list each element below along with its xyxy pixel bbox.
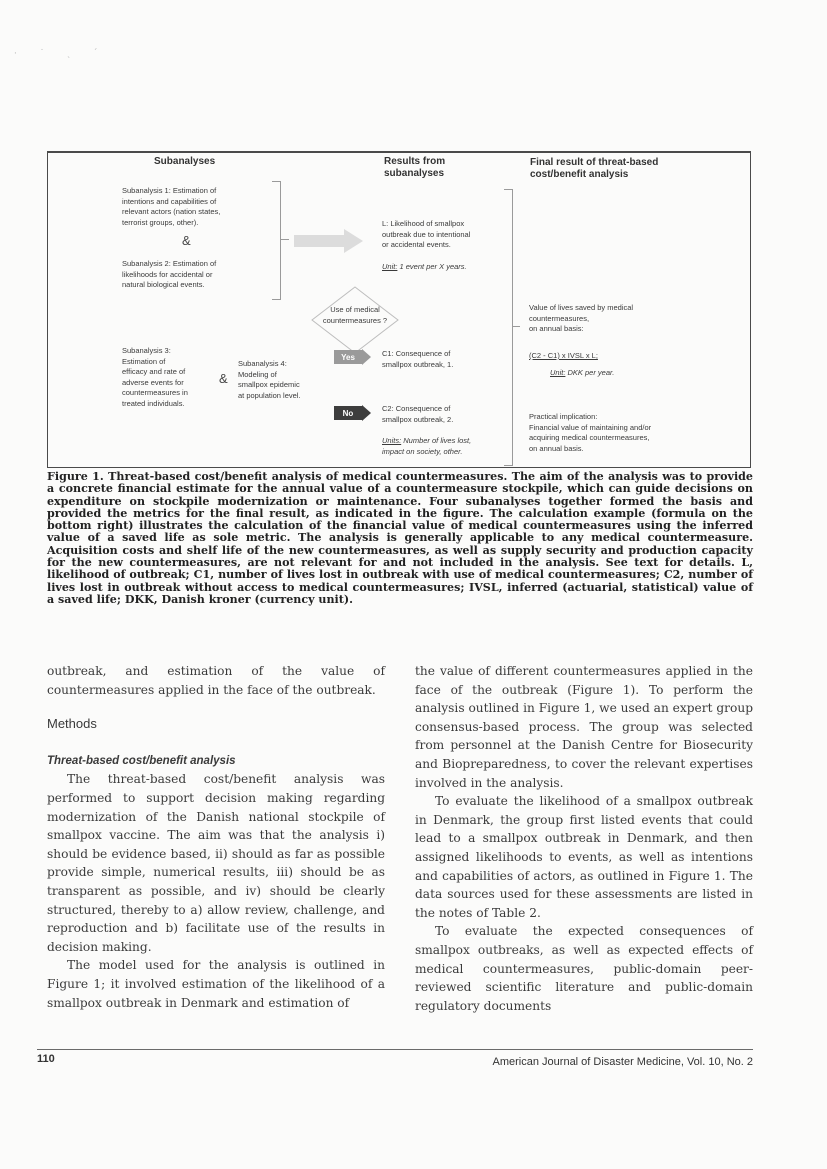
right-paragraph-2: To evaluate the likelihood of a smallpox outbreak in Denmark, the group first listed events that could lead to a smallpox outbreak in Denmark, and then assigned likelihoods to events, as well as intentions and capabilities of actors, as outlined in Figure 1. The data sources used for these assessments are listed in the notes of Table 2. [415,794,753,920]
header-subanalyses: Subanalyses [154,156,216,167]
yes-label: Yes [341,352,355,362]
consequence-c1: C1: Consequence of smallpox outbreak, 1. [382,349,454,369]
left-paragraph-2: The model used for the analysis is outlined in Figure 1; it involved estimation of the likelihood of a smallpox outbreak in Denmark and estimation of [47,958,385,1010]
left-paragraph-1: The threat-based cost/benefit analysis was performed to support decision making regarding modernization of the Danish national stockpile of smallpox vaccine. The aim was that the analysis i) should be evidence based, ii) should as far as possible provide simple, numerical results, iii) should be as transparent as possible, and iv) should be clearly structured, thereby to a) allow review, challenge, and reproduction and b) facilitate use of the results in decision making. [47,772,385,954]
arrow-to-likelihood [294,229,364,253]
page-number: 110 [37,1053,55,1065]
figure-1 [47,151,751,468]
figure-caption: Figure 1. Threat-based cost/benefit analysis of medical countermeasures. The aim of the analysis was to provide a concrete financial estimate for the annual value of a countermeasure stockpile, which can guide decisions on expenditure on stockpile modernization or maintenance. Four subanalyses together formed the basis and provided the metrics for the final result, as indicated in the figure. The calculation example (formula on the bottom right) illustrates the calculation of the financial value of medical countermeasures using the inferred value of a saved life as sole metric. The analysis is generally applicable to any medical countermeasure. Acquisition costs and shelf life of the new countermeasures, as well as supply security and production capacity for the new countermeasures, are not relevant for and not included in the analysis. See text for details. L, likelihood of outbreak; C1, number of lives lost in outbreak with use of medical countermeasures; C2, number of lives lost in outbreak without access to medical countermeasures; IVSL, inferred (actuarial, statistical) value of a saved life; DKK, Danish kroner (currency unit). [47,470,753,606]
decision-text: Use of medical countermeasures ? [322,305,388,325]
subanalysis-4: Subanalysis 4: Modeling of smallpox epidemic at population level. [238,359,301,400]
ampersand-2: & [219,371,228,386]
bracket-stem [280,239,289,240]
likelihood-text: L: Likelihood of smallpox outbreak due to intentional or accidental events. [382,219,471,249]
left-paragraph-0: outbreak, and estimation of the value of countermeasures applied in the face of the outbreak. [47,664,385,697]
right-column [415,662,753,1015]
left-column [47,662,385,1012]
right-paragraph-3: To evaluate the expected consequences of smallpox outbreaks, as well as expected effects of medical countermeasures, public-domain peer-reviewed scientific literature and public-domain regulatory documents [415,924,753,1013]
no-label: No [342,408,354,418]
journal-citation: American Journal of Disaster Medicine, Vol. 10, No. 2 [492,1056,753,1068]
practical-implication: Practical implication: Financial value of maintaining and/or acquiring medical countermeasures, on annual basis. [529,412,652,453]
subanalysis-2: Subanalysis 2: Estimation of likelihoods for accidental or natural biological events. [122,259,217,289]
header-results: Results from subanalyses [384,156,446,179]
subanalysis-1: Subanalysis 1: Estimation of intentions and capabilities of relevant actors (nation states, terrorist groups, other). [122,186,221,227]
subsection-heading: Threat-based cost/benefit analysis [47,754,236,767]
likelihood-unit: Unit: 1 event per X years. [382,262,467,271]
units-text: Units: Number of lives lost, impact on society, other. [382,436,472,456]
scan-specks: · ˙ ˏ ˊ [14,49,108,59]
formula: (C2 - C1) x IVSL x L; [529,351,598,360]
methods-heading: Methods [47,716,97,732]
footer-rule [37,1049,753,1050]
bracket-results-stem [512,326,520,327]
header-final: Final result of threat-based cost/benefit analysis [530,157,659,180]
bracket-results [504,189,513,466]
value-of-lives-text: Value of lives saved by medical countermeasures, on annual basis: [529,303,634,333]
formula-unit: Unit: DKK per year. [550,368,615,377]
right-paragraph-1: the value of different countermeasures applied in the face of the outbreak (Figure 1). To perform the analysis outlined in Figure 1, we used an expert group consensus-based process. The group was selected from personnel at the Danish Centre for Biosecurity and Biopreparedness, to cover the relevant expertises involved in the analysis. [415,664,753,790]
consequence-c2: C2: Consequence of smallpox outbreak, 2. [382,404,454,424]
ampersand-1: & [182,233,191,248]
bracket-subanalyses-1-2 [272,181,281,300]
subanalysis-3: Subanalysis 3: Estimation of efficacy and rate of adverse events for countermeasures in treated individuals. [122,346,188,408]
